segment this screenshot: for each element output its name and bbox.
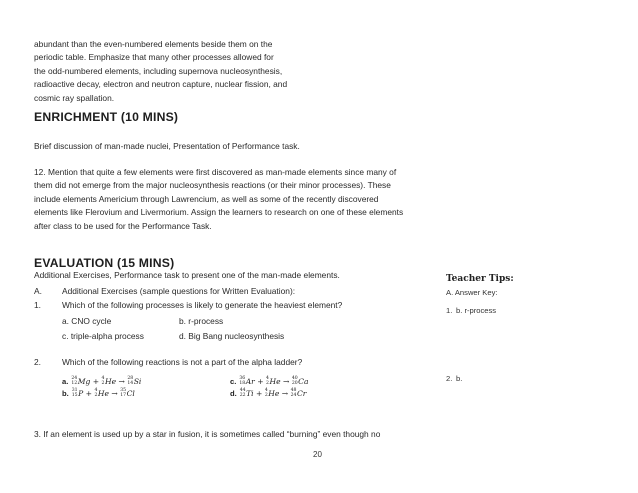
mass-number: 35 17 — [120, 388, 127, 398]
element-symbol: Cl — [126, 389, 135, 398]
mass-number: 24 12 — [71, 376, 78, 386]
mass-number: 40 20 — [291, 376, 298, 386]
reaction-label: c. — [230, 377, 237, 386]
mass-number: 4 2 — [264, 388, 268, 398]
mass-number: 28 14 — [127, 376, 134, 386]
page-number: 20 — [313, 450, 322, 459]
answer-1-num: 1. — [446, 306, 453, 315]
intro-paragraph — [34, 38, 334, 105]
item-a-text: Additional Exercises (sample questions for Written Evaluation): — [62, 286, 296, 296]
answer-1-text: b. r-process — [456, 306, 497, 315]
reaction-a: a. 24 12 Mg + 4 2 He → 28 14 Si — [62, 376, 142, 386]
mass-number: 44 22 — [239, 388, 246, 398]
reaction-label: d. — [230, 389, 237, 398]
element-symbol: Ar — [245, 377, 255, 386]
teacher-tips-title: Teacher Tips: — [446, 274, 514, 284]
answer-key-label: A. Answer Key: — [446, 288, 498, 297]
question-2 — [34, 357, 302, 367]
answer-1 — [446, 306, 496, 315]
element-symbol: He — [104, 377, 117, 386]
answer-2-text: b. — [456, 374, 463, 383]
element-symbol: He — [268, 389, 280, 398]
mass-number: 48 24 — [290, 388, 297, 398]
reaction-d: d. 44 22 Ti + 4 2 He → 48 24 Cr — [230, 388, 307, 398]
intro-line: cosmic ray spallation. — [34, 92, 115, 103]
element-symbol: Cr — [296, 389, 307, 398]
q1-option-a: a. CNO cycle — [62, 316, 112, 326]
q1-option-d: d. Big Bang nucleosynthesis — [179, 331, 285, 341]
q1-option-c: c. triple-alpha process — [62, 331, 144, 341]
arrow-icon: → — [283, 377, 290, 386]
element-symbol: Ca — [298, 377, 309, 386]
reaction-label: a. — [62, 377, 69, 386]
element-symbol: He — [97, 389, 109, 398]
evaluation-item-3: 3. If an element is used up by a star in fusion, it is sometimes called “burning” even though no — [34, 429, 381, 439]
answer-2-num: 2. — [446, 374, 453, 383]
question-1-text: Which of the following processes is likely to generate the heaviest element? — [62, 300, 343, 310]
answer-2 — [446, 374, 462, 383]
intro-line: abundant than the even-numbered elements beside them on the — [34, 39, 273, 49]
enrichment-heading: ENRICHMENT (10 MINS) — [34, 110, 179, 124]
element-symbol: Mg — [77, 377, 91, 386]
question-1-marker: 1. — [34, 300, 41, 310]
element-symbol: P — [78, 389, 84, 398]
arrow-icon: → — [281, 389, 289, 398]
enrichment-brief: Brief discussion of man-made nuclei, Presentation of Performance task. — [34, 141, 300, 151]
element-symbol: Ti — [246, 389, 254, 398]
item12-line: 12. Mention that quite a few elements were first discovered as man-made elements since many of — [34, 167, 397, 177]
intro-line: periodic table. Emphasize that many other processes allowed for — [34, 52, 274, 63]
reaction-b: b. 31 15 P + 4 2 He → 35 17 Cl — [62, 388, 135, 398]
reaction-c: c. 36 18 Ar + 4 2 He → 40 20 Ca — [230, 376, 309, 386]
element-symbol: He — [269, 377, 281, 386]
mass-number: 36 18 — [239, 376, 246, 386]
item-a-marker: A. — [34, 286, 42, 296]
mass-number: 4 2 — [101, 376, 105, 386]
q1-option-b: b. r-process — [179, 316, 224, 326]
item12-line: after class to be used for the Performance Task. — [34, 220, 212, 231]
evaluation-heading: EVALUATION (15 MINS) — [34, 256, 175, 270]
intro-line: radioactive decay, electron and neutron capture, nuclear fission, and — [34, 79, 288, 90]
question-2-text: Which of the following reactions is not a part of the alpha ladder? — [62, 357, 303, 367]
element-symbol: Si — [133, 377, 142, 386]
question-2-marker: 2. — [34, 357, 41, 367]
item12-line: elements like Flerovium and Livermorium. Assign the learners to research on one of these elements — [34, 207, 404, 218]
evaluation-subline: Additional Exercises, Performance task to present one of the man-made elements. — [34, 270, 340, 280]
item12-line: include elements Americium through Lawrencium, as well as some of the recently discovered — [34, 193, 379, 204]
item12-line: them did not emerge from the major nucleosynthesis reactions (or their minor processes). These — [34, 180, 391, 191]
reaction-label: b. — [62, 389, 69, 398]
enrichment-item-12 — [34, 166, 454, 233]
mass-number: 4 2 — [266, 376, 269, 386]
arrow-icon: → — [111, 389, 118, 398]
question-1 — [34, 300, 342, 310]
mass-number: 4 2 — [94, 388, 98, 398]
mass-number: 31 15 — [71, 388, 78, 398]
arrow-icon: → — [118, 377, 125, 386]
intro-line: the odd-numbered elements, including supernova nucleosynthesis, — [34, 65, 283, 76]
item-a — [34, 286, 295, 296]
